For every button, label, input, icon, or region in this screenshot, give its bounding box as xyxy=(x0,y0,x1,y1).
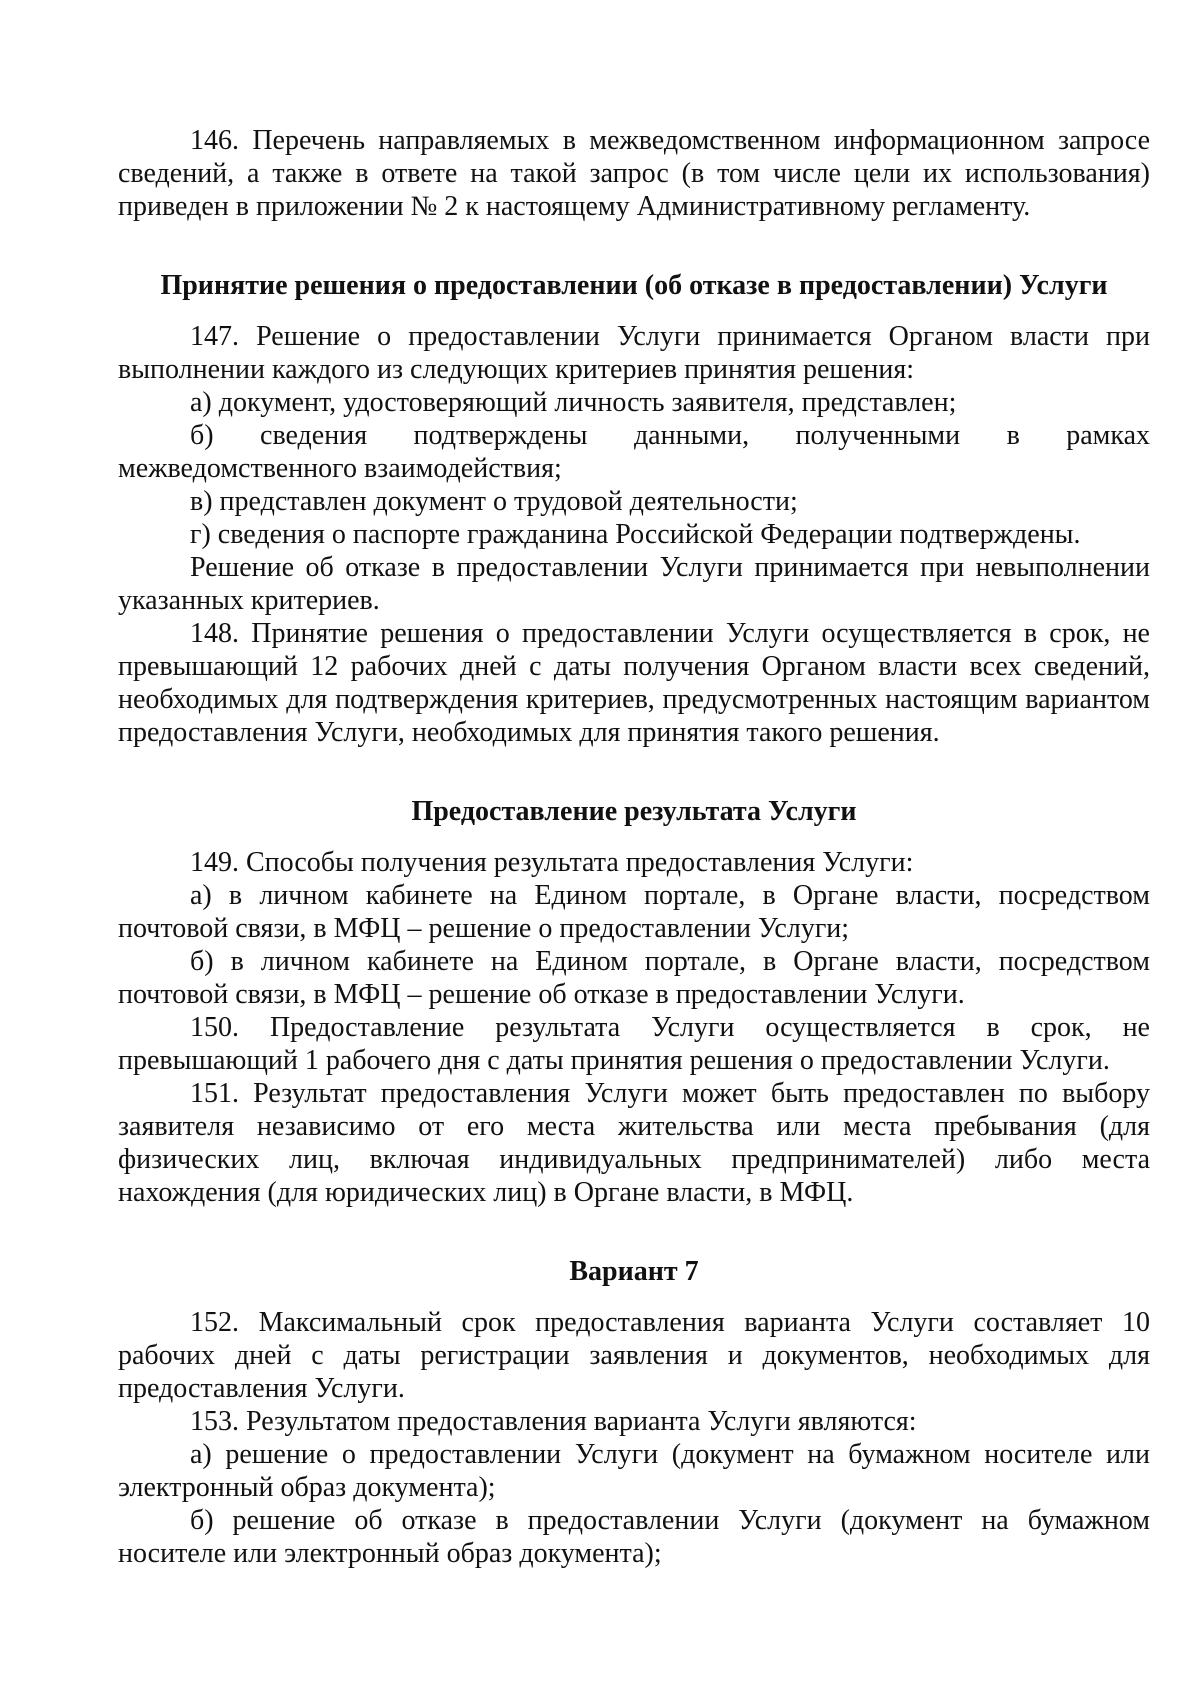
result-b: б) решение об отказе в предоставлении Услуги (документ на бумажном носителе или электронный образ документа); xyxy=(118,1505,1150,1569)
spacer xyxy=(118,1288,1150,1306)
spacer xyxy=(118,749,1150,795)
criterion-a: а) документ, удостоверяющий личность заявителя, представлен; xyxy=(190,387,957,418)
document-page xyxy=(118,124,1150,1570)
section-heading-result: Предоставление результата Услуги xyxy=(411,796,857,827)
result-a: а) решение о предоставлении Услуги (документ на бумажном носителе или электронный образ документа); xyxy=(118,1439,1150,1503)
paragraph-147: 147. Решение о предоставлении Услуги принимается Органом власти при выполнении каждого из следующих критериев принятия решения: xyxy=(118,321,1150,385)
paragraph-153: 153. Результатом предоставления варианта Услуги являются: xyxy=(190,1406,917,1437)
paragraph-149: 149. Способы получения результата предоставления Услуги: xyxy=(190,847,914,878)
paragraph-152: 152. Максимальный срок предоставления варианта Услуги составляет 10 рабочих дней с даты регистрации заявления и документов, необходимых для предоставления Услуги. xyxy=(118,1307,1150,1404)
paragraph-146: 146. Перечень направляемых в межведомственном информационном запросе сведений, а также в ответе на такой запрос (в том числе цели их использования) приведен в приложении № 2 к настоящему Административному регламенту. xyxy=(118,125,1150,222)
method-b: б) в личном кабинете на Едином портале, в Органе власти, посредством почтовой связи, в МФЦ – решение об отказе в предоставлении Услуги. xyxy=(118,946,1150,1010)
criterion-b: б) сведения подтверждены данными, полученными в рамках межведомственного взаимодействия; xyxy=(118,420,1150,484)
section-heading-variant-7: Вариант 7 xyxy=(569,1256,699,1287)
spacer xyxy=(118,302,1150,320)
paragraph-148: 148. Принятие решения о предоставлении Услуги осуществляется в срок, не превышающий 12 рабочих дней с даты получения Органом власти всех сведений, необходимых для подтверждения критериев, предусмотренных настоящим вариантом предоставления Услуги, необходимых для принятия такого решения. xyxy=(118,618,1150,748)
section-heading-decision: Принятие решения о предоставлении (об отказе в предоставлении) Услуги xyxy=(160,270,1108,301)
method-a: а) в личном кабинете на Едином портале, в Органе власти, посредством почтовой связи, в МФЦ – решение о предоставлении Услуги; xyxy=(118,880,1150,944)
refusal-paragraph: Решение об отказе в предоставлении Услуги принимается при невыполнении указанных критериев. xyxy=(118,552,1150,616)
paragraph-151: 151. Результат предоставления Услуги может быть предоставлен по выбору заявителя независимо от его места жительства или места пребывания (для физических лиц, включая индивидуальных предпринимателей) либо места нахождения (для юридических лиц) в Органе власти, в МФЦ. xyxy=(118,1078,1150,1208)
spacer xyxy=(118,223,1150,269)
spacer xyxy=(118,1209,1150,1255)
spacer xyxy=(118,828,1150,846)
criterion-v: в) представлен документ о трудовой деятельности; xyxy=(190,486,798,517)
criterion-g: г) сведения о паспорте гражданина Российской Федерации подтверждены. xyxy=(190,519,1081,550)
paragraph-150: 150. Предоставление результата Услуги осуществляется в срок, не превышающий 1 рабочего дня с даты принятия решения о предоставлении Услуги. xyxy=(118,1012,1150,1076)
